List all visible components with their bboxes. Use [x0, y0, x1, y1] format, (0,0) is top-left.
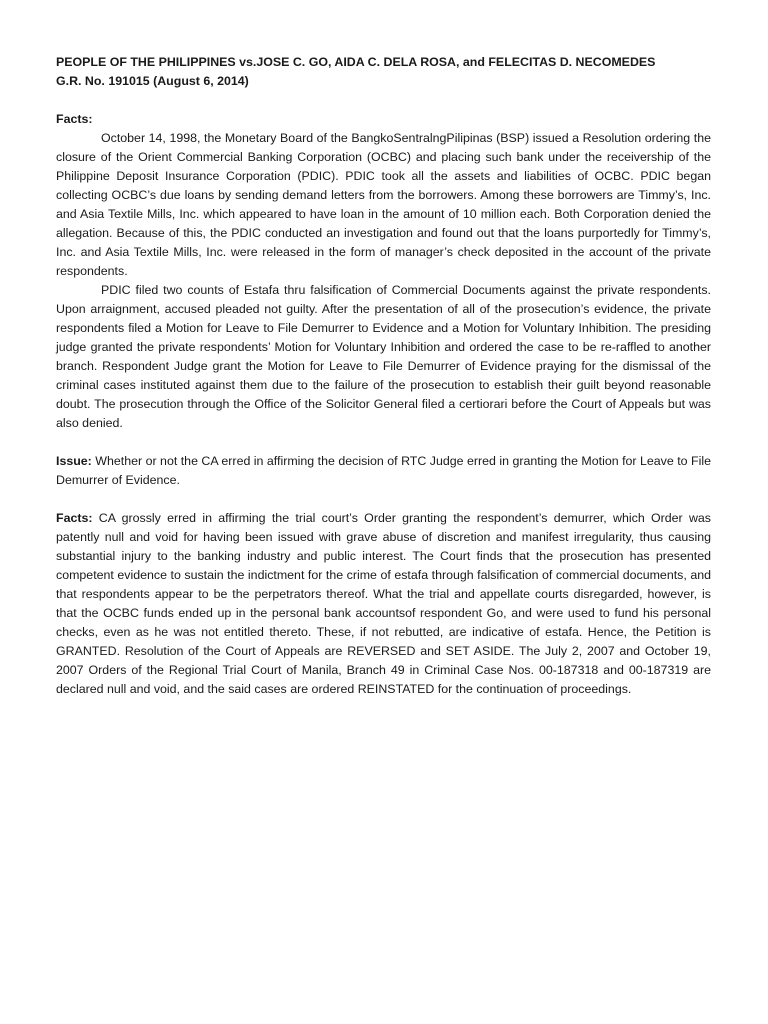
case-gr-number: G.R. No. 191015 (August 6, 2014): [56, 74, 249, 88]
ruling-text: CA grossly erred in affirming the trial court’s Order granting the respondent’s demurrer, which Order was patently null and void for having been issued with grave abuse of discretion and manifest irregularity, thus causing substantial injury to the banking industry and public interest. The Court finds that the prosecution has presented competent evidence to sustain the indictment for the crime of estafa through falsification of commercial documents, and that respondents appear to be the perpetrators thereof. What the trial and appellate courts disregarded, however, is that the OCBC funds ended up in the personal bank accountsof respondent Go, and were used to fund his personal checks, even as he was not entitled thereto. These, if not rebutted, are indicative of estafa. Hence, the Petition is GRANTED. Resolution of the Court of Appeals are REVERSED and SET ASIDE. The July 2, 2007 and October 19, 2007 Orders of the Regional Trial Court of Manila, Branch 49 in Criminal Case Nos. 00-187318 and 00-187319 are declared null and void, and the said cases are ordered REINSTATED for the continuation of proceedings.: [56, 511, 711, 696]
ruling-section: [56, 509, 711, 699]
issue-heading: Issue:: [56, 454, 92, 468]
document-page: [56, 53, 711, 699]
spacer: [56, 490, 711, 509]
spacer: [56, 91, 711, 110]
ruling-heading: Facts:: [56, 511, 93, 525]
facts-heading: Facts:: [56, 112, 93, 126]
issue-text: Whether or not the CA erred in affirming the decision of RTC Judge erred in granting the Motion for Leave to File Demurrer of Evidence.: [56, 454, 711, 487]
spacer: [56, 433, 711, 452]
issue-section: [56, 452, 711, 490]
facts-paragraph-1: October 14, 1998, the Monetary Board of the BangkoSentralngPilipinas (BSP) issued a Resolution ordering the closure of the Orient Commercial Banking Corporation (OCBC) and placing such bank under the receivership of the Philippine Deposit Insurance Corporation (PDIC). PDIC took all the assets and liabilities of OCBC. PDIC began collecting OCBC’s due loans by sending demand letters from the borrowers. Among these borrowers are Timmy’s, Inc. and Asia Textile Mills, Inc. which appeared to have loan in the amount of 10 million each. Both Corporation denied the allegation. Because of this, the PDIC conducted an investigation and found out that the loans purportedly for Timmy’s, Inc. and Asia Textile Mills, Inc. were released in the form of manager’s check deposited in the account of the private respondents.: [56, 131, 711, 278]
case-title: PEOPLE OF THE PHILIPPINES vs.JOSE C. GO, AIDA C. DELA ROSA, and FELECITAS D. NECOMEDES: [56, 55, 656, 69]
facts-paragraph-2: PDIC filed two counts of Estafa thru falsification of Commercial Documents against the private respondents. Upon arraignment, accused pleaded not guilty. After the presentation of all of the prosecution’s evidence, the private respondents filed a Motion for Leave to File Demurrer to Evidence and a Motion for Voluntary Inhibition. The presiding judge granted the private respondents’ Motion for Voluntary Inhibition and ordered the case to be re-raffled to another branch. Respondent Judge grant the Motion for Leave to File Demurrer of Evidence praying for the dismissal of the criminal cases instituted against them due to the failure of the prosecution to establish their guilt beyond reasonable doubt. The prosecution through the Office of the Solicitor General filed a certiorari before the Court of Appeals but was also denied.: [56, 283, 711, 430]
